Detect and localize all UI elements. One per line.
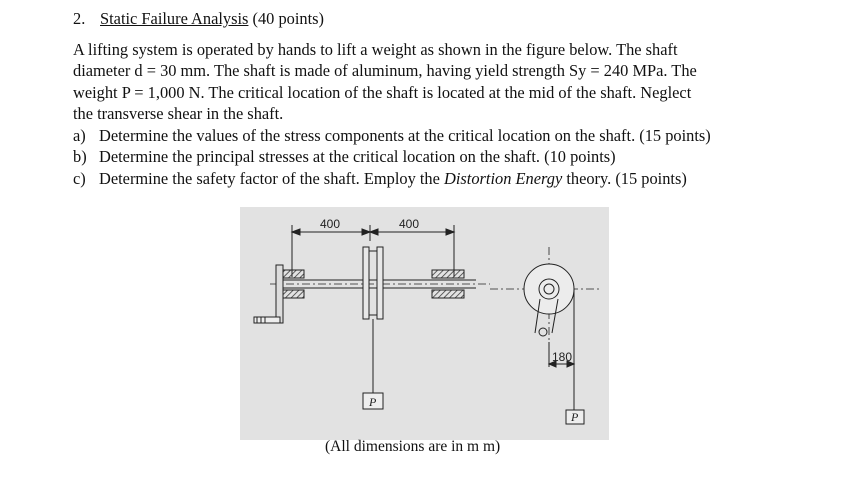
part-c [73, 168, 843, 190]
part-text: Determine the safety factor of the shaft. Employ the [99, 168, 444, 188]
drum [363, 247, 383, 319]
problem-paragraph [73, 39, 843, 125]
dim-arm: 180 [552, 350, 573, 364]
paragraph-line: weight P = 1,000 N. The critical location of the shaft is located at the mid of the shaft. Neglect [73, 82, 692, 102]
question-points: (40 points) [252, 9, 325, 28]
question-heading [73, 8, 843, 30]
figure-drawing [240, 207, 609, 440]
paragraph-line: the transverse shear in the shaft. [73, 104, 284, 123]
crank-handle [254, 265, 283, 323]
paragraph-line: A lifting system is operated by hands to lift a weight as shown in the figure below. The shaft [73, 39, 678, 59]
paragraph-line: diameter d = 30 mm. The shaft is made of aluminum, having yield strength Sy = 240 MPa. The [73, 61, 697, 80]
question-number: 2. [73, 9, 86, 28]
part-text: Determine the principal stresses at the critical location on the shaft. (10 points) [99, 147, 616, 166]
dim-right: 400 [399, 217, 420, 231]
part-label: a) [73, 125, 86, 145]
part-text-italic: Distortion Energy [444, 168, 563, 188]
part-b [73, 146, 843, 168]
dim-left: 400 [320, 217, 341, 231]
lifting-system-figure [240, 207, 609, 440]
part-a [73, 125, 843, 147]
part-label: b) [73, 147, 87, 166]
figure-caption: (All dimensions are in m m) [325, 438, 501, 455]
question-block [73, 8, 843, 189]
load-label-side: P [571, 410, 579, 424]
part-text-after: theory. (15 points) [562, 168, 687, 188]
part-label: c) [73, 168, 86, 188]
question-title: Static Failure Analysis [100, 9, 249, 28]
part-text: Determine the values of the stress components at the critical location on the shaft. (15 points) [99, 125, 711, 145]
load-label-front: P [369, 395, 377, 409]
side-view [490, 247, 600, 410]
